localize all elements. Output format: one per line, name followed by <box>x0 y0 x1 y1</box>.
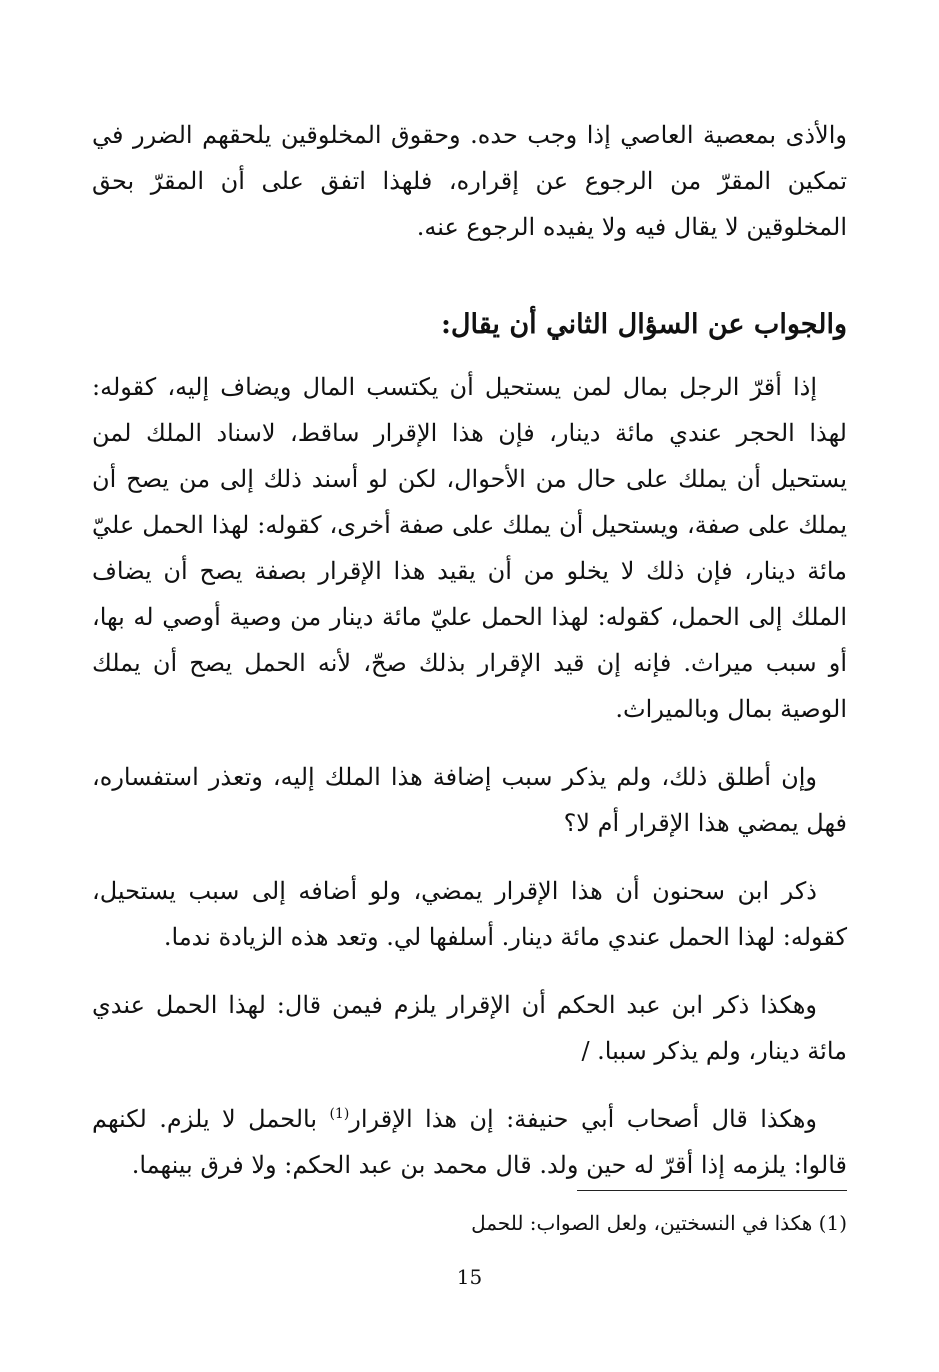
paragraph-6 <box>92 1096 847 1188</box>
paragraph-5: وهكذا ذكر ابن عبد الحكم أن الإقرار يلزم فيمن قال: لهذا الحمل عندي مائة دينار، ولم يذكر سببا. / <box>92 991 847 1065</box>
paragraph-3: وإن أطلق ذلك، ولم يذكر سبب إضافة هذا الملك إليه، وتعذر استفساره، فهل يمضي هذا الإقرار أم لا؟ <box>92 763 847 837</box>
footnote-reference: (1) <box>329 1106 350 1122</box>
paragraph-2: إذا أقرّ الرجل بمال لمن يستحيل أن يكتسب المال ويضاف إليه، كقوله: لهذا الحجر عندي مائة دينار، فإن هذا الإقرار ساقط، لاسناد الملك لمن يستحيل أن يملك على حال من الأحوال، لكن لو أسند ذلك إلى من يصح أن يملك على صفة، ويستحيل أن يملك على صفة أخرى، كقوله: لهذا الحمل عليّ مائة دينار، فإن ذلك لا يخلو من أن يقيد هذا الإقرار بصفة يصح أن يضاف الملك إلى الحمل، كقوله: لهذا الحمل عليّ مائة دينار من وصية أوصي له بها، أو سبب ميراث. فإنه إن قيد الإقرار بذلك صحّ، لأنه الحمل يصح أن يملك الوصية بمال وبالميراث. <box>92 373 847 723</box>
page-number: 15 <box>456 1265 483 1289</box>
footnote-separator <box>577 1190 847 1191</box>
paragraph-6-text-start: وهكذا قال أصحاب أبي حنيفة: إن هذا الإقرار <box>349 1105 817 1133</box>
page-body <box>92 112 847 1188</box>
footnote <box>92 1206 847 1240</box>
footnote-marker: (1) <box>818 1211 847 1235</box>
footnote-text: هكذا في النسختين، ولعل الصواب: للحمل <box>471 1211 819 1235</box>
paragraph-4: ذكر ابن سحنون أن هذا الإقرار يمضي، ولو أضافه إلى سبب يستحيل، كقوله: لهذا الحمل عندي مائة دينار. أسلفها لي. وتعد هذه الزيادة ندما. <box>92 877 847 951</box>
paragraph-1: والأذى بمعصية العاصي إذا وجب حده. وحقوق المخلوقين يلحقهم الضرر في تمكين المقرّ من الرجوع عن إقراره، فلهذا اتفق على أن المقرّ بحق المخلوقين لا يقال فيه ولا يفيده الرجوع عنه. <box>92 121 847 241</box>
section-heading: والجواب عن السؤال الثاني أن يقال: <box>440 309 847 340</box>
paragraph-6-text-end: بالحمل لا يلزم. لكنهم قالوا: يلزمه إذا أقرّ له حين ولد. قال محمد بن عبد الحكم: ولا فرق بينهما. <box>92 1105 847 1179</box>
